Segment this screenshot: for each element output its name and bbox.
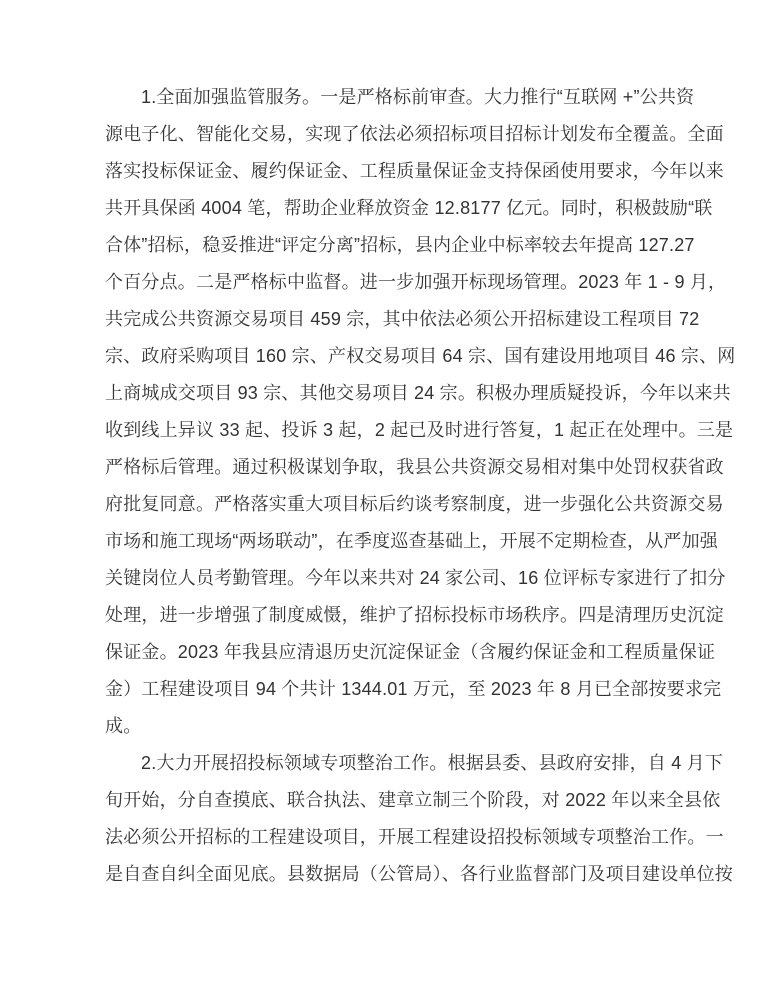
- text-line: 源电子化、智能化交易，实现了依法必须招标项目招标计划发布全覆盖。全面: [105, 124, 724, 144]
- text-line: 上商城成交项目 93 宗、其他交易项目 24 宗。积极办理质疑投诉，今年以来共: [105, 383, 731, 403]
- text-line: 成。: [105, 716, 142, 736]
- text-line: 宗、政府采购项目 160 宗、产权交易项目 64 宗、国有建设用地项目 46 宗、网: [105, 346, 736, 366]
- text-line: 法必须公开招标的工程建设项目，开展工程建设招投标领域专项整治工作。一: [105, 827, 724, 847]
- text-line: 关键岗位人员考勤管理。今年以来共对 24 家公司、16 位评标专家进行了扣分: [105, 568, 726, 588]
- text-line: 市场和施工现场“两场联动”，在季度巡查基础上，开展不定期检查，从严加强: [105, 531, 718, 551]
- text-line: 共开具保函 4004 笔，帮助企业释放资金 12.8177 亿元。同时，积极鼓励“联: [105, 198, 713, 218]
- text-line: 共完成公共资源交易项目 459 宗，其中依法必须公开招标建设工程项目 72: [105, 309, 700, 329]
- paragraph-1: [105, 79, 736, 745]
- text-line: 严格标后管理。通过积极谋划争取，我县公共资源交易相对集中处罚权获省政: [105, 457, 724, 477]
- document-text-block: [105, 79, 736, 893]
- text-line: 落实投标保证金、履约保证金、工程质量保证金支持保函使用要求，今年以来: [105, 161, 724, 181]
- paragraph-2: [105, 745, 733, 893]
- text-line: 收到线上异议 33 起、投诉 3 起，2 起已及时进行答复，1 起正在处理中。三是: [105, 420, 734, 440]
- text-line: 金）工程建设项目 94 个共计 1344.01 万元，至 2023 年 8 月已全部按要求完: [105, 679, 722, 699]
- text-line: 2.大力开展招投标领域专项整治工作。根据县委、县政府安排，自 4 月下: [141, 753, 724, 773]
- text-line: 旬开始，分自查摸底、联合执法、建章立制三个阶段，对 2022 年以来全县依: [105, 790, 721, 810]
- text-line: 1.全面加强监管服务。一是严格标前审查。大力推行“互联网 +”公共资: [141, 87, 695, 107]
- text-line: 个百分点。二是严格标中监督。进一步加强开标现场管理。2023 年 1 - 9 月，: [105, 272, 727, 292]
- text-line: 处理，进一步增强了制度威慑，维护了招标投标市场秩序。四是清理历史沉淀: [105, 605, 724, 625]
- text-line: 保证金。2023 年我县应清退历史沉淀保证金（含履约保证金和工程质量保证: [105, 642, 716, 662]
- text-line: 是自查自纠全面见底。县数据局（公管局）、各行业监督部门及项目建设单位按: [105, 864, 733, 884]
- text-line: 合体”招标，稳妥推进“评定分离”招标，县内企业中标率较去年提高 127.27: [105, 235, 695, 255]
- text-line: 府批复同意。严格落实重大项目标后约谈考察制度，进一步强化公共资源交易: [105, 494, 724, 514]
